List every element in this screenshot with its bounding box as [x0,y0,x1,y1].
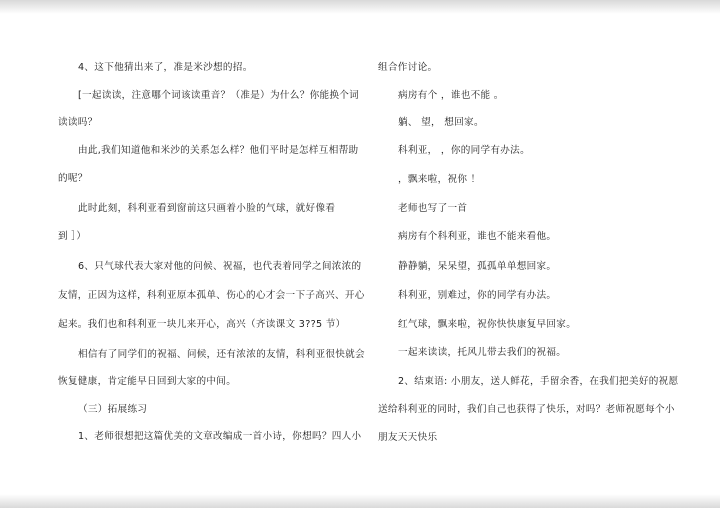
page-bottom-edge [0,494,720,508]
paragraph-line: 此时此刻，科利亚看到窗前这只画着小脸的气球，就好像看 [78,203,336,214]
paragraph-line: 组合作讨论。 [378,62,438,73]
paragraph-line: 起来。我们也和科利亚一块儿来开心，高兴（齐读课文 3??5 节） [58,319,346,330]
paragraph-line: 2、结束语: 小朋友，送人鲜花，手留余香，在我们把美好的祝愿 [398,376,679,387]
paragraph-line: 4、这下他猜出来了，准是米沙想的招。 [78,62,253,73]
paragraph-line: 读读吗？ [58,117,98,128]
poem-line: 病房有个科利亚，谁也不能来看他。 [398,231,557,242]
poem-line: 病房有个 ，谁也不能 。 [398,90,504,101]
paragraph-line: 由此,我们知道他和米沙的关系怎么样？他们平时是怎样互相帮助 [78,145,359,156]
page-top-edge [0,0,720,14]
paragraph-line: 老师也写了一首 [398,203,468,214]
paragraph-line: 1、老师很想把这篇优美的文章改编成一首小诗，你想吗？四人小 [78,431,362,442]
section-heading: （三）拓展练习 [78,404,148,415]
paragraph-line: 友情，正因为这样，科利亚原本孤单、伤心的心才会一下子高兴、开心 [58,290,365,301]
paragraph-line: 朋友天天快乐 [378,432,438,443]
paragraph-line: 送给科利亚的同时，我们自己也获得了快乐，对吗？老师祝愿每个小 [378,404,675,415]
poem-line: 躺、 望， 想回家。 [398,117,484,128]
paragraph-line: 相信有了同学们的祝福、问候，还有浓浓的友情，科利亚很快就会 [78,349,365,360]
poem-line: 科利亚， ，你的同学有办法。 [398,145,530,156]
paragraph-line: 到 ］） [58,231,87,242]
paragraph-line: 的呢？ [58,173,88,184]
paragraph-line: 恢复健康，肯定能早日回到大家的中间。 [58,376,237,387]
poem-line: 科利亚，别难过，你的同学有办法。 [398,290,557,301]
poem-line: 静静躺，呆呆望，孤孤单单想回家。 [398,261,557,272]
poem-line: 红气球，飘来啦，祝你快快康复早回家。 [398,319,577,330]
paragraph-line: [一起读读，注意哪个词该读重音？（准是）为什么？你能换个词 [78,90,360,101]
paragraph-line: 一起来读读，托风儿带去我们的祝福。 [398,347,567,358]
poem-line: ，飘来啦，祝你 ！ [398,174,481,185]
paragraph-line: 6、只气球代表大家对他的问候、祝福，也代表着同学之间浓浓的 [78,261,362,272]
